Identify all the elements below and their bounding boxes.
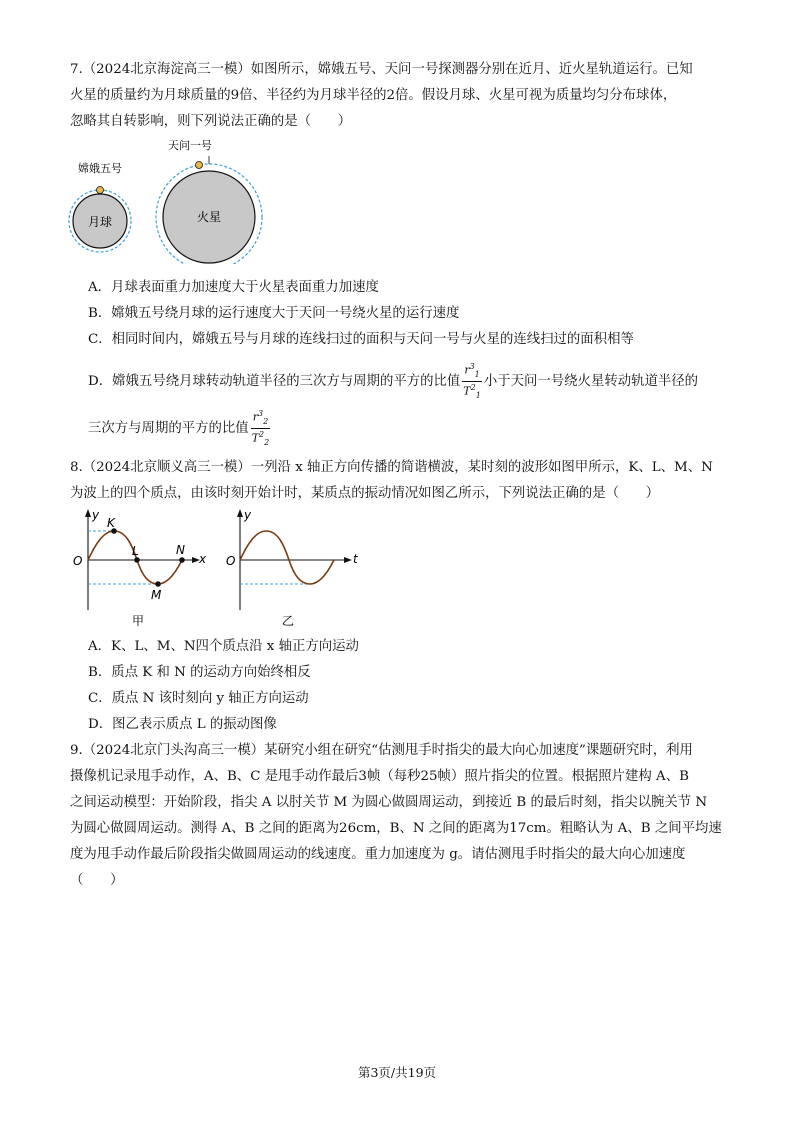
q9-stem-line3: 之间运动模型：开始阶段，指尖 A 以肘关节 M 为圆心做圆周运动，到接近 B 的最后时刻，指尖以腕关节 N <box>70 795 708 810</box>
label-n: N <box>176 543 185 557</box>
change5-probe <box>97 187 104 194</box>
change5-label: 嫦娥五号 <box>78 162 122 175</box>
point-l <box>134 557 140 563</box>
label-k: K <box>107 516 115 530</box>
q7-option-d <box>88 361 698 402</box>
caption-b: 乙 <box>281 614 295 628</box>
q7-option-b: B．嫦娥五号绕月球的运行速度大于天问一号绕火星的运行速度 <box>88 306 460 321</box>
mars-label: 火星 <box>196 210 222 224</box>
q7-stem-line3: 忽略其自转影响，则下列说法正确的是（ ） <box>70 114 352 129</box>
q7-figure <box>60 134 280 264</box>
q7-option-a: A．月球表面重力加速度大于火星表面重力加速度 <box>88 280 379 295</box>
q9-stem-line5: 度为甩手动作最后阶段指尖做圆周运动的线速度。重力加速度为 g。请估测甩手时指尖的最大向心加速度 <box>70 847 686 862</box>
q7-stem-line1: 7.（2024北京海淀高三一模）如图所示，嫦娥五号、天问一号探测器分别在近月、近火星轨道运行。已知 <box>70 62 693 77</box>
q8-stem-line1: 8.（2024北京顺义高三一模）一列沿 x 轴正方向传播的简谐横波，某时刻的波形如图甲所示，K、L、M、N <box>70 460 713 475</box>
label-l: L <box>132 544 139 558</box>
q7-option-d-pre: D．嫦娥五号绕月球转动轨道半径的三次方与周期的平方的比值 <box>88 373 461 389</box>
tianwen1-label: 天问一号 <box>168 139 212 152</box>
graph-a-y-label: y <box>92 508 100 522</box>
q7-option-d-line2: 三次方与周期的平方的比值 $\frac{r^3_2}{T^2_2}$ <box>88 409 270 447</box>
q9-stem-line1: 9.（2024北京门头沟高三一模）某研究小组在研究“估测甩手时指尖的最大向心加速度”课题研究时，利用 <box>70 743 693 758</box>
moon-label: 月球 <box>87 215 113 229</box>
page-footer: 第3页/共19页 <box>357 1065 437 1080</box>
point-m <box>155 581 161 587</box>
graph-b-origin: O <box>226 554 236 568</box>
q8-option-a: A．K、L、M、N四个质点沿 x 轴正方向运动 <box>88 639 359 654</box>
q9-stem-line2: 摄像机记录甩手动作，A、B、C 是甩手动作最后3帧（每秒25帧）照片指尖的位置。根据照片建构 A、B <box>70 769 689 784</box>
q8-stem-line2: 为波上的四个质点，由该时刻开始计时，某质点的振动情况如图乙所示，下列说法正确的是（ ） <box>70 486 660 501</box>
q9-stem-line6: （ ） <box>70 873 124 888</box>
label-m: M <box>151 588 162 602</box>
q8-figure <box>68 505 368 630</box>
tianwen1-probe <box>196 162 203 169</box>
q7-option-d-mid: 小于天问一号绕火星转动轨道半径的 <box>483 373 699 389</box>
q7-stem-line2: 火星的质量约为月球质量的9倍、半径约为月球半径的2倍。假设月球、火星可视为质量均匀分布球体， <box>70 88 677 103</box>
caption-a: 甲 <box>131 614 145 628</box>
graph-b-t-label: t <box>353 552 358 566</box>
q8-option-b: B．质点 K 和 N 的运动方向始终相反 <box>88 665 311 680</box>
graph-a-origin: O <box>73 554 83 568</box>
q7-option-c: C．相同时间内，嫦娥五号与月球的连线扫过的面积与天问一号与火星的连线扫过的面积相等 <box>88 332 634 347</box>
q8-option-c: C．质点 N 该时刻向 y 轴正方向运动 <box>88 691 309 706</box>
graph-b-wave <box>240 531 334 584</box>
q7-frac-r1-t1: $\frac{r^3_1}{T^2_1}$ <box>463 362 481 400</box>
q7-frac-r2-t2: $\frac{r^3_2}{T^2_2}$ <box>251 409 270 447</box>
q9-stem-line4: 为圆心做圆周运动。测得 A、B 之间的距离为26cm，B、N 之间的距离为17cm。粗略认为 A、B 之间平均速 <box>70 821 722 836</box>
graph-b-y-label: y <box>244 508 252 522</box>
graph-a-x-label: x <box>199 552 207 566</box>
q8-option-d: D．图乙表示质点 L 的振动图像 <box>88 717 277 732</box>
point-n <box>179 557 185 563</box>
